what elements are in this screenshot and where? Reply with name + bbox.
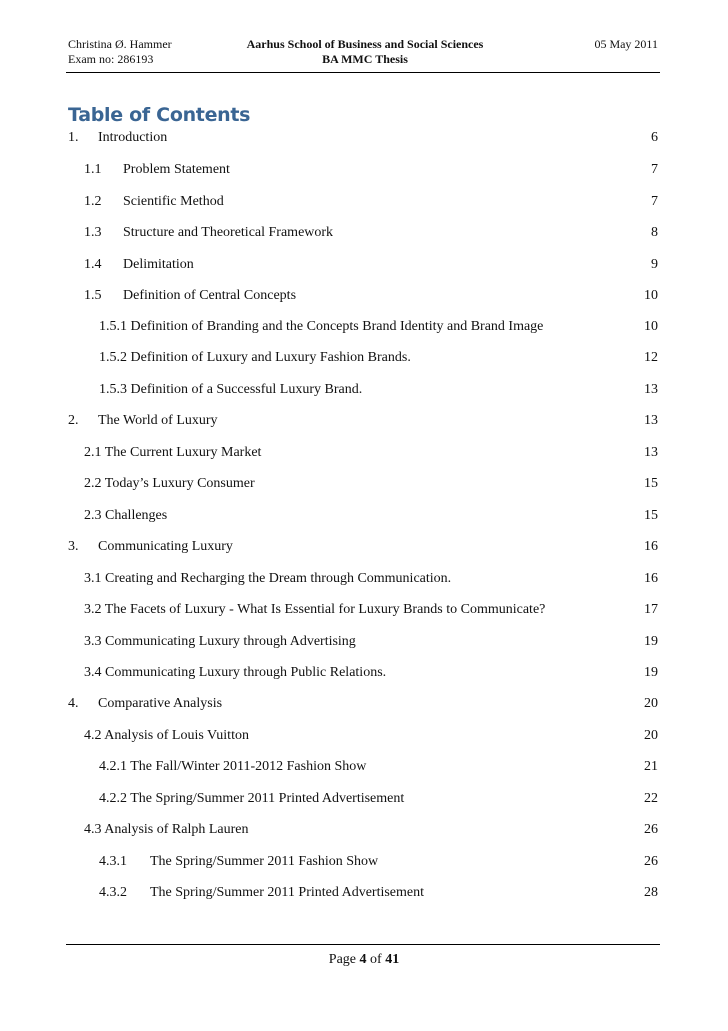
toc-entry-title: 1.5.2 Definition of Luxury and Luxury Fashion Brands. [99, 350, 411, 365]
toc-entry-number: 1.4 [84, 257, 102, 272]
toc-entry-title: Delimitation [123, 257, 194, 272]
toc-entry[interactable] [0, 255, 728, 275]
toc-entry-page: 17 [644, 602, 658, 617]
toc-entry-title: 1.5.3 Definition of a Successful Luxury Brand. [99, 382, 363, 397]
toc-entry[interactable] [0, 192, 728, 212]
toc-entry-number: 1.3 [84, 225, 102, 240]
toc-entry-title: 4.3 Analysis of Ralph Lauren [84, 822, 249, 837]
toc-entry[interactable] [0, 348, 728, 368]
toc-entry-page: 6 [651, 130, 658, 145]
toc-entry-page: 13 [644, 382, 658, 397]
toc-entry-page: 7 [651, 162, 658, 177]
toc-entry-page: 12 [644, 350, 658, 365]
toc-entry[interactable] [0, 380, 728, 400]
toc-entry-title: The Spring/Summer 2011 Fashion Show [150, 854, 379, 869]
toc-entry-title: 2.1 The Current Luxury Market [84, 445, 262, 460]
toc-entry-number: 1.2 [84, 194, 102, 209]
toc-entry-page: 13 [644, 445, 658, 460]
toc-entry[interactable] [0, 757, 728, 777]
toc-entry-page: 15 [644, 476, 658, 491]
toc-entry-page: 26 [644, 854, 658, 869]
toc-entry[interactable] [0, 411, 728, 431]
footer-total-pages: 41 [385, 952, 400, 967]
toc-entry-title: Problem Statement [123, 162, 230, 177]
toc-entry-title: Introduction [98, 130, 168, 145]
toc-entry-page: 16 [644, 539, 658, 554]
toc-entry-number: 4.3.2 [99, 885, 127, 900]
toc-entry-number: 4.3.1 [99, 854, 127, 869]
toc-entry-title: 4.2.2 The Spring/Summer 2011 Printed Advertisement [99, 791, 405, 806]
page-footer [0, 952, 728, 968]
toc-entry-page: 19 [644, 665, 658, 680]
toc-entry-page: 7 [651, 194, 658, 209]
toc-entry[interactable] [0, 160, 728, 180]
toc-entry-page: 28 [644, 885, 658, 900]
toc-entry[interactable] [0, 852, 728, 872]
footer-page-word: Page [328, 952, 357, 967]
toc-entry-page: 26 [644, 822, 658, 837]
toc-entry-page: 16 [644, 571, 658, 586]
toc-entry[interactable] [0, 883, 728, 903]
toc-entry-title: 2.2 Today’s Luxury Consumer [84, 476, 255, 491]
exam-number: Exam no: 286193 [68, 52, 154, 66]
header-center [230, 37, 500, 67]
toc-entry-number: 1.5 [84, 288, 102, 303]
toc-entry[interactable] [0, 128, 728, 148]
toc-entry[interactable] [0, 789, 728, 809]
toc-entry-page: 10 [644, 319, 658, 334]
toc-entry-title: Scientific Method [123, 194, 224, 209]
toc-entry-page: 10 [644, 288, 658, 303]
toc-entry[interactable] [0, 223, 728, 243]
toc-entry[interactable] [0, 286, 728, 306]
toc-entry[interactable] [0, 632, 728, 652]
toc-entry-page: 20 [644, 728, 658, 743]
toc-entry[interactable] [0, 600, 728, 620]
toc-entry-page: 21 [644, 759, 658, 774]
toc-entry[interactable] [0, 317, 728, 337]
school-name: Aarhus School of Business and Social Sciences [246, 37, 484, 51]
toc-entry[interactable] [0, 694, 728, 714]
toc-entry[interactable] [0, 726, 728, 746]
header-divider [66, 72, 660, 73]
toc-entry-page: 13 [644, 413, 658, 428]
toc-entry-title: Definition of Central Concepts [123, 288, 297, 303]
toc-entry-title: Communicating Luxury [98, 539, 233, 554]
toc-entry[interactable] [0, 663, 728, 683]
footer-divider [66, 944, 660, 945]
toc-entry-page: 9 [651, 257, 658, 272]
toc-entry-page: 22 [644, 791, 658, 806]
toc-entry[interactable] [0, 474, 728, 494]
author-name: Christina Ø. Hammer [68, 37, 172, 51]
toc-entry[interactable] [0, 443, 728, 463]
toc-title: Table of Contents [68, 104, 251, 126]
toc-entry-title: Comparative Analysis [98, 696, 223, 711]
toc-entry-number: 1.1 [84, 162, 102, 177]
toc-entry[interactable] [0, 820, 728, 840]
toc-entry-number: 4. [68, 696, 79, 711]
toc-entry-page: 15 [644, 508, 658, 523]
thesis-label: BA MMC Thesis [322, 52, 408, 66]
toc-entry-title: Structure and Theoretical Framework [123, 225, 334, 240]
header-date: 05 May 2011 [594, 37, 658, 51]
toc-entry-title: 3.4 Communicating Luxury through Public Relations. [84, 665, 387, 680]
footer-current-page: 4 [359, 952, 367, 967]
toc-entry-page: 20 [644, 696, 658, 711]
header-left [68, 37, 172, 67]
toc-entry-title: 4.2.1 The Fall/Winter 2011-2012 Fashion Show [99, 759, 367, 774]
toc-entry-page: 19 [644, 634, 658, 649]
toc-entry-title: The World of Luxury [98, 413, 218, 428]
toc-entry-number: 2. [68, 413, 79, 428]
toc-entry-title: 3.2 The Facets of Luxury - What Is Essential for Luxury Brands to Communicate? [84, 602, 546, 617]
toc-entry-title: 3.3 Communicating Luxury through Advertising [84, 634, 356, 649]
toc-entry-title: 1.5.1 Definition of Branding and the Concepts Brand Identity and Brand Image [99, 319, 544, 334]
toc-entry[interactable] [0, 569, 728, 589]
toc-entry-number: 3. [68, 539, 79, 554]
toc-entry-page: 8 [651, 225, 658, 240]
toc-entry-title: 4.2 Analysis of Louis Vuitton [84, 728, 249, 743]
toc-entry[interactable] [0, 537, 728, 557]
toc-entry-number: 1. [68, 130, 79, 145]
toc-entry-title: 2.3 Challenges [84, 508, 168, 523]
footer-of-word: of [370, 952, 382, 967]
toc-entry-title: 3.1 Creating and Recharging the Dream through Communication. [84, 571, 452, 586]
toc-entry[interactable] [0, 506, 728, 526]
toc-entry-title: The Spring/Summer 2011 Printed Advertisement [150, 885, 425, 900]
